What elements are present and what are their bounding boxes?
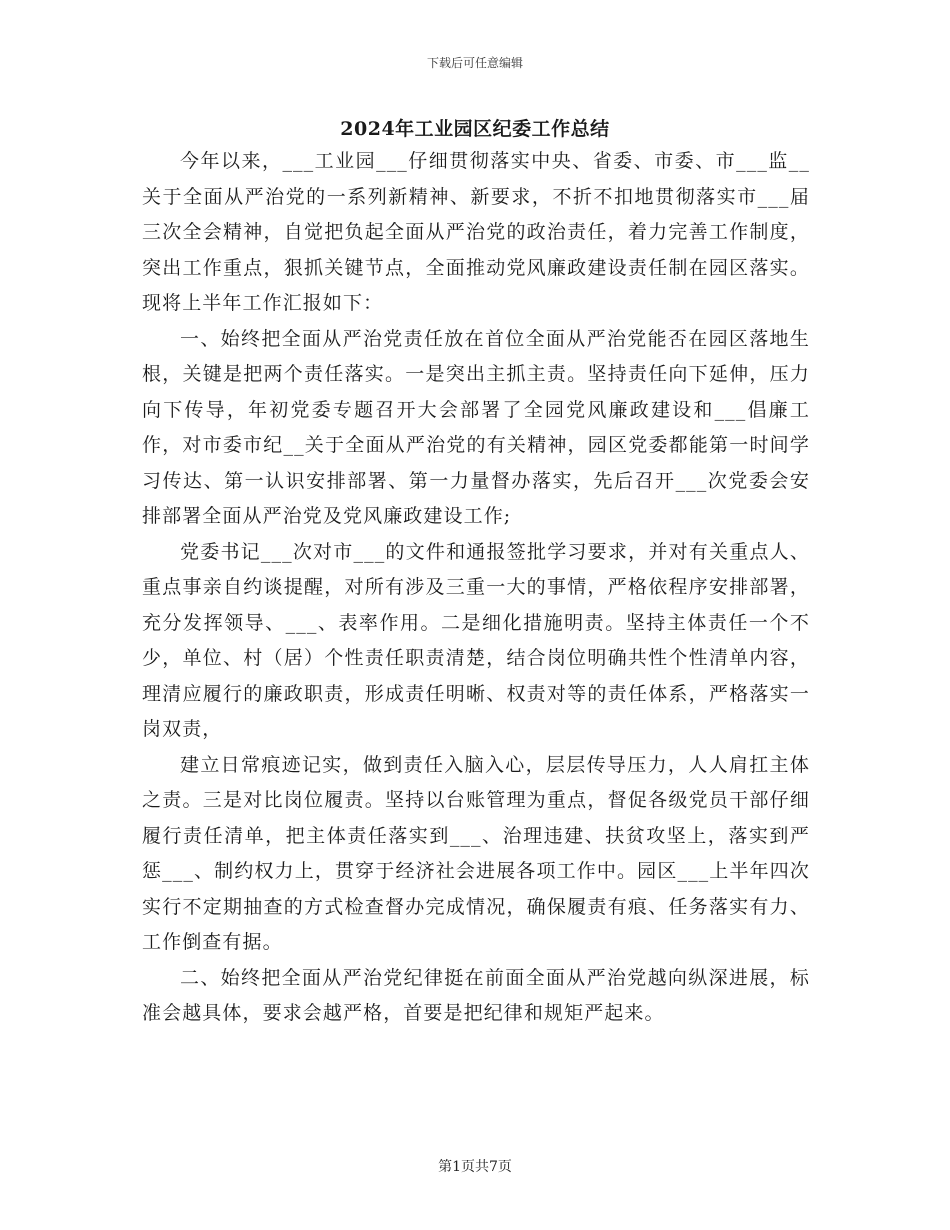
paragraph: 一、始终把全面从严治党责任放在首位全面从严治党能否在园区落地生根，关键是把两个责任落实。一是突出主抓主责。坚持责任向下延伸，压力向下传导，年初党委专题召开大会部署了全园党风廉政建设和___倡廉工作，对市委市纪__关于全面从严治党的有关精神，园区党委都能第一时间学习传达、第一认识安排部署、第一力量督办落实，先后召开___次党委会安排部署全面从严治党及党风廉政建设工作; <box>142 327 810 527</box>
page-footer: 第1页共7页 <box>438 1159 512 1175</box>
document-title: 2024年工业园区纪委工作总结 <box>340 118 610 140</box>
paragraph: 二、始终把全面从严治党纪律挺在前面全面从严治党越向纵深进展，标准会越具体，要求会越严格，首要是把纪律和规矩严起来。 <box>142 966 810 1024</box>
document-body <box>142 144 810 1032</box>
header-note: 下载后可任意编辑 <box>426 56 523 70</box>
paragraph: 党委书记___次对市___的文件和通报签批学习要求，并对有关重点人、重点事亲自约谈提醒，对所有涉及三重一大的事情，严格依程序安排部署，充分发挥领导、___、表率作用。二是细化措施明责。坚持主体责任一个不少，单位、村（居）个性责任职责清楚，结合岗位明确共性个性清单内容，理清应履行的廉政职责，形成责任明晰、权责对等的责任体系，严格落实一岗双责， <box>142 540 810 740</box>
paragraph: 建立日常痕迹记实，做到责任入脑入心，层层传导压力，人人肩扛主体之责。三是对比岗位履责。坚持以台账管理为重点，督促各级党员干部仔细履行责任清单，把主体责任落实到___、治理违建、扶贫攻坚上，落实到严惩___、制约权力上，贯穿于经济社会进展各项工作中。园区___上半年四次实行不定期抽查的方式检查督办完成情况，确保履责有痕、任务落实有力、工作倒查有据。 <box>142 753 810 953</box>
paragraph: 今年以来，___工业园___仔细贯彻落实中央、省委、市委、市___监__关于全面从严治党的一系列新精神、新要求，不折不扣地贯彻落实市___届三次全会精神，自觉把负起全面从严治党的政治责任，着力完善工作制度，突出工作重点，狠抓关键节点，全面推动党风廉政建设责任制在园区落实。现将上半年工作汇报如下： <box>142 150 810 314</box>
